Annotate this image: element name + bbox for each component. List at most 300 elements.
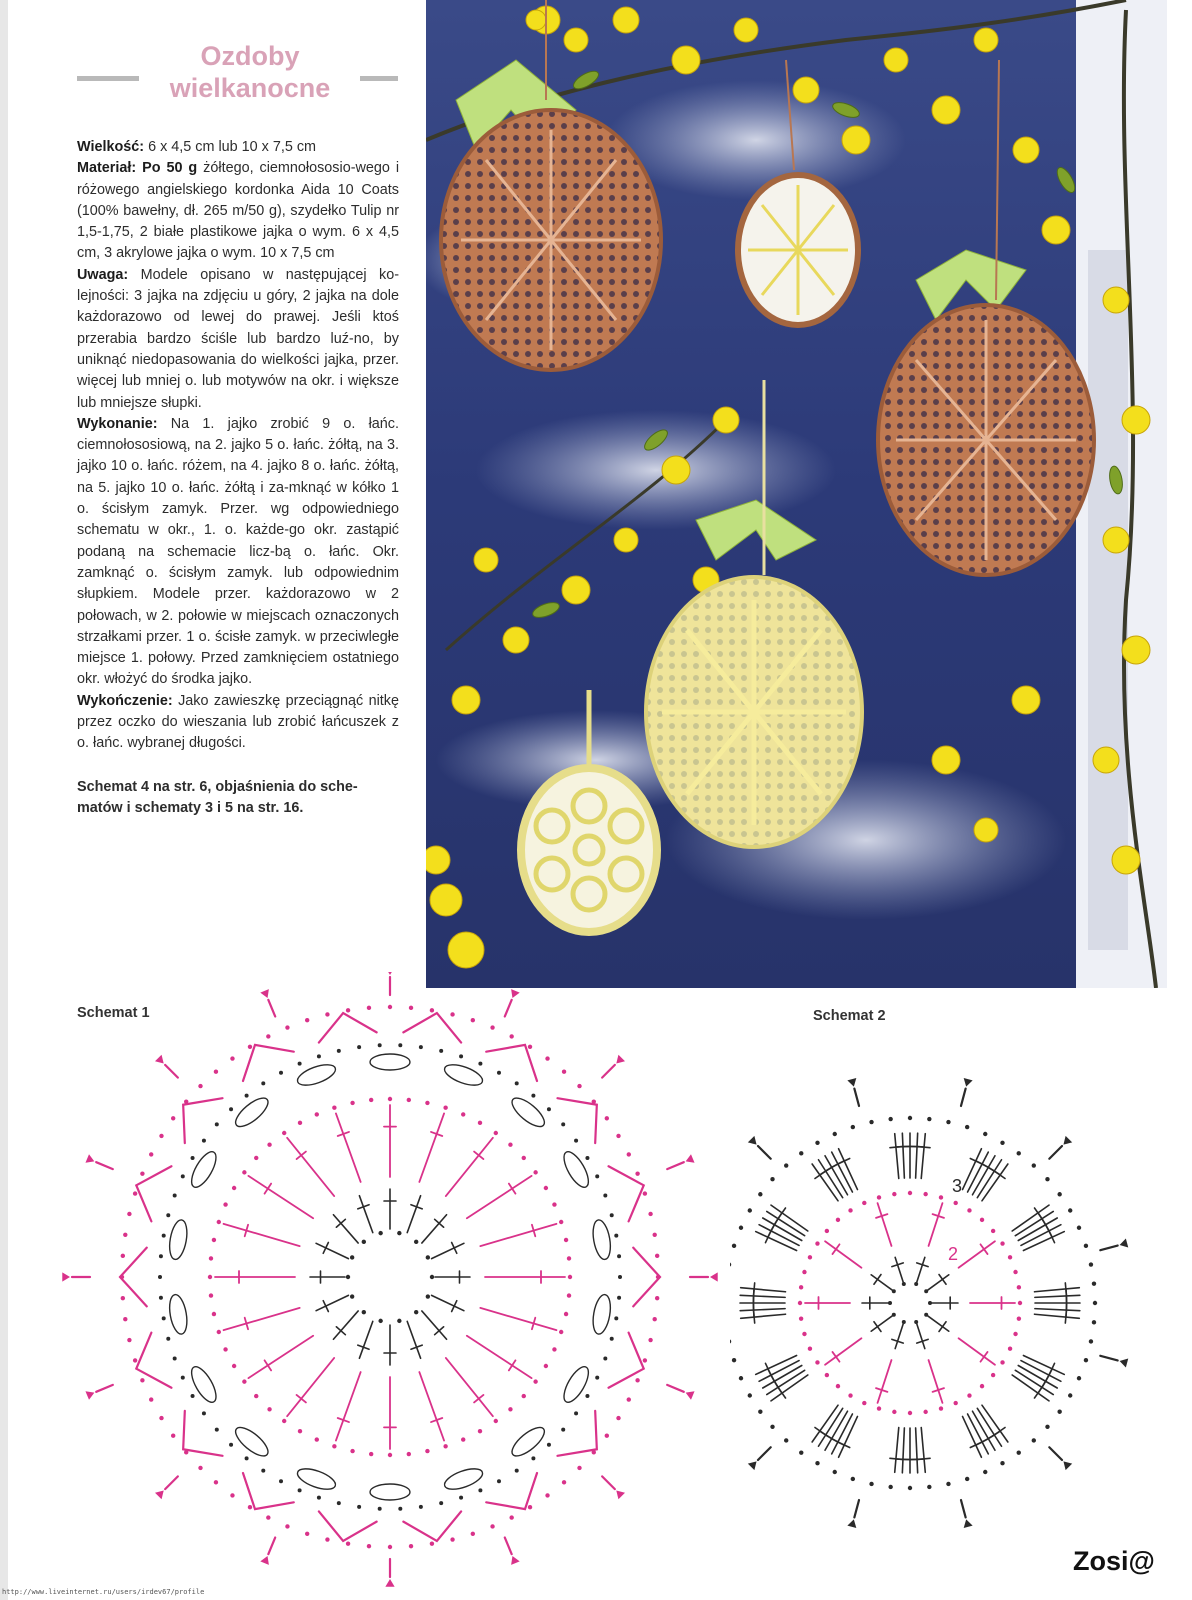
s2-outer-chain — [1057, 1192, 1061, 1196]
s2-arrow-head — [964, 1078, 973, 1087]
s2-round3-stitch-bar — [890, 1458, 902, 1459]
s2-outer-chain — [730, 1339, 731, 1343]
s1-outer-chain — [171, 1116, 175, 1120]
s1-round2-stitch-bar — [509, 1360, 516, 1370]
s2-round2-chain — [1018, 1301, 1022, 1305]
s2-round2-chain — [799, 1285, 803, 1289]
s1-round3-chain — [561, 1428, 565, 1432]
s2-arrow-head — [1063, 1461, 1072, 1470]
s2-round1-stitch-bar — [874, 1275, 881, 1285]
s1-outer-chain — [285, 1025, 289, 1029]
s2-outer-chain — [851, 1477, 855, 1481]
s2-outer-chain — [1032, 1163, 1036, 1167]
s1-round2-stitch — [287, 1138, 334, 1196]
s1-round2-chain — [254, 1394, 258, 1398]
s1-round2-stitch — [248, 1176, 313, 1218]
s1-round2-chain — [559, 1220, 563, 1224]
s1-outer-chain — [592, 1099, 596, 1103]
s2-round2-chain — [862, 1401, 866, 1405]
s1-round2-chain — [568, 1275, 572, 1279]
s1-round2-chain — [217, 1330, 221, 1334]
s1-round3-chain — [181, 1376, 185, 1380]
s2-outer-chain — [799, 1151, 803, 1155]
s2-round2-chain — [991, 1373, 995, 1377]
s1-arrow-head — [85, 1391, 94, 1400]
s2-round2-chain — [1008, 1346, 1012, 1350]
s1-round1-stitch — [359, 1196, 372, 1233]
s1-outer-chain — [643, 1358, 647, 1362]
schema-reference: Schemat 4 na str. 6, objaśnienia do sche-matów i schematy 3 i 5 na str. 16. — [77, 778, 358, 816]
s1-arrow — [505, 1000, 512, 1017]
s1-center-chain — [378, 1231, 382, 1235]
s1-round3-chain — [585, 1394, 589, 1398]
s2-outer-chain — [1068, 1208, 1072, 1212]
s1-round2-chain — [567, 1256, 571, 1260]
s1-round3-chain — [261, 1469, 265, 1473]
s2-outer-chain — [770, 1177, 774, 1181]
s1-outer-chain — [184, 1099, 188, 1103]
s1-round1-stitch — [407, 1321, 420, 1358]
s2-round2-chain — [802, 1332, 806, 1336]
s1-round3-chain — [478, 1488, 482, 1492]
s2-arrow-head — [1120, 1239, 1129, 1248]
s1-cluster — [231, 1093, 272, 1131]
s2-arrow-head — [1120, 1358, 1129, 1367]
s1-outer-chain — [214, 1069, 218, 1073]
s1-arrow-head — [710, 1272, 718, 1281]
s1-round2-chain — [564, 1312, 568, 1316]
s1-center-chain — [350, 1255, 354, 1259]
execution-text: Na 1. jajko zrobić 9 o. łańc. ciemnołososiową, na 2. jajko 5 o. łańc. żółtą, na 3. jajko 10 o. łańc. różem, na 4. jajko 8 o. łańc. żółtą, na 5. jajko 10 o. łańc. żółtą i za-mknąć w kółko 1 o. ścisłym zamyk. Przer. wg odpowiedniego schematu w okr., 1. o. każde-go okr. zastąpić podaną na schemacie licz-bą o. łańc. Okr. zamknąć o. ścisłym zamyk. lub odpowiednim słupkiem. Modele przer. każdorazowo w 2 połowach, w 2. połowie w miejscach oznaczonych strzałkami przer. 1 o. ścisłe zamyk. w przeciwległe miejsce 1. połowy. Przed zamknięciem ostatniego okr. włożyć do środka jajko. — [77, 415, 399, 688]
s1-outer-chain — [471, 1532, 475, 1536]
s1-round1-stitch — [432, 1243, 464, 1258]
s1-outer-chain — [605, 1434, 609, 1438]
s1-round3-chain — [162, 1316, 166, 1320]
s1-round3-chain — [547, 1443, 551, 1447]
s1-round2-stitch — [336, 1372, 361, 1440]
s1-outer-chain — [616, 1416, 620, 1420]
s1-center-chain — [430, 1275, 434, 1279]
s1-round2-stitch-bar — [265, 1184, 272, 1194]
s2-outer-chain — [965, 1477, 969, 1481]
s1-round3-chain — [158, 1275, 162, 1279]
s1-round2-chain — [254, 1156, 258, 1160]
s2-round3-stitch-bar — [1065, 1311, 1066, 1323]
s1-round2-chain — [567, 1293, 571, 1297]
s1-outer-chain — [248, 1045, 252, 1049]
s2-round2-chain — [1017, 1316, 1021, 1320]
s1-outer-chain — [653, 1233, 657, 1237]
s2-round2-stitch — [929, 1360, 943, 1403]
s1-round3-chain — [378, 1507, 382, 1511]
s1-outer-chain — [184, 1450, 188, 1454]
s1-center-chain — [426, 1255, 430, 1259]
s1-arrow — [268, 1000, 275, 1017]
s2-outer-chain — [946, 1120, 950, 1124]
s2-arrow-head — [1063, 1136, 1072, 1145]
s1-round2-chain — [267, 1143, 271, 1147]
s1-arrow — [602, 1476, 615, 1489]
s1-outer-chain — [471, 1018, 475, 1022]
s1-outer-picot — [403, 1511, 461, 1540]
s2-round3-stitch-bar — [1034, 1388, 1041, 1398]
s1-outer-chain — [562, 1069, 566, 1073]
page-title — [130, 40, 370, 104]
s2-round3-stitch — [902, 1428, 904, 1473]
s1-outer-chain — [528, 1505, 532, 1509]
s2-round2-chain — [967, 1208, 971, 1212]
s2-round2-chain — [1017, 1285, 1021, 1289]
s2-outer-chain — [851, 1125, 855, 1129]
s1-round3-chain — [166, 1213, 170, 1217]
s2-outer-chain — [1084, 1244, 1088, 1248]
schemat2-label: Schemat 2 — [813, 1008, 886, 1024]
s2-outer-chain — [1000, 1461, 1004, 1465]
s1-cluster — [370, 1054, 410, 1070]
s1-round2-chain — [478, 1121, 482, 1125]
s1-arrow — [96, 1385, 113, 1392]
s1-round2-stitch — [419, 1372, 444, 1440]
s2-round2-chain — [923, 1192, 927, 1196]
s1-round2-stitch — [446, 1138, 493, 1196]
s1-outer-chain — [653, 1317, 657, 1321]
s2-outer-chain — [784, 1163, 788, 1167]
s1-round2-chain — [267, 1407, 271, 1411]
s1-round3-chain — [202, 1411, 206, 1415]
instructions-text — [77, 137, 399, 819]
s1-outer-chain — [127, 1212, 131, 1216]
s2-outer-chain — [1089, 1339, 1093, 1343]
s2-round2-chain — [923, 1410, 927, 1414]
s1-arrow-head — [85, 1154, 94, 1163]
s2-round2-chain — [1000, 1241, 1004, 1245]
s1-outer-chain — [430, 1008, 434, 1012]
s1-outer-chain — [248, 1505, 252, 1509]
s1-round3-chain — [614, 1234, 618, 1238]
s1-outer-chain — [367, 1006, 371, 1010]
s2-round2-chain — [953, 1201, 957, 1205]
s2-round3-stitch-bar — [918, 1147, 930, 1148]
s1-arrow-head — [155, 1491, 164, 1500]
s1-outer-chain — [450, 1537, 454, 1541]
s2-outer-chain — [1077, 1376, 1081, 1380]
s2-outer-chain — [983, 1132, 987, 1136]
s1-outer-chain — [528, 1045, 532, 1049]
s1-round2-chain — [350, 1449, 354, 1453]
s1-round3-chain — [173, 1193, 177, 1197]
s1-outer-chain — [430, 1541, 434, 1545]
schemat1-diagram — [40, 972, 740, 1592]
s1-center-chain — [426, 1294, 430, 1298]
s1-round1-stitch — [316, 1243, 348, 1258]
s1-round2-chain — [208, 1275, 212, 1279]
s1-round1-stitch — [407, 1196, 420, 1233]
s1-round2-stitch — [480, 1308, 556, 1330]
s2-outer-chain — [983, 1470, 987, 1474]
s1-round3-chain — [497, 1071, 501, 1075]
s1-outer-chain — [592, 1450, 596, 1454]
s1-round3-chain — [531, 1456, 535, 1460]
s2-outer-chain — [833, 1470, 837, 1474]
s2-arrow-head — [847, 1078, 856, 1087]
s2-round1-stitch-bar — [939, 1275, 946, 1285]
s2-round2-chain — [939, 1195, 943, 1199]
s2-round1-stitch-bar — [939, 1322, 946, 1332]
s1-round2-stitch — [480, 1224, 556, 1246]
s1-outer-chain — [490, 1524, 494, 1528]
s1-round2-chain — [478, 1429, 482, 1433]
s1-round3-chain — [159, 1296, 163, 1300]
s1-center-chain — [397, 1319, 401, 1323]
s1-cluster — [442, 1465, 485, 1494]
s1-round3-chain — [229, 1443, 233, 1447]
s1-arrow — [165, 1476, 178, 1489]
s2-round2-chain — [991, 1229, 995, 1233]
s1-round2-stitch — [336, 1113, 361, 1181]
s2-outer-chain — [888, 1485, 892, 1489]
execution-label: Wykonanie: — [77, 415, 158, 432]
s2-round2-stitch — [878, 1203, 892, 1246]
s1-center-chain — [346, 1275, 350, 1279]
s1-round2-stitch — [467, 1336, 532, 1378]
s1-outer-chain — [127, 1338, 131, 1342]
s2-outer-chain — [758, 1192, 762, 1196]
s1-cluster — [442, 1061, 485, 1090]
s2-arrow — [854, 1500, 859, 1517]
s1-outer-chain — [266, 1034, 270, 1038]
s1-outer-chain — [605, 1116, 609, 1120]
s1-round3-chain — [618, 1275, 622, 1279]
s2-round2-chain — [1013, 1332, 1017, 1336]
s1-round2-chain — [217, 1220, 221, 1224]
s2-outer-chain — [1032, 1438, 1036, 1442]
s1-outer-chain — [149, 1397, 153, 1401]
s2-arrow-head — [847, 1519, 856, 1528]
s1-round3-chain — [245, 1456, 249, 1460]
s1-round3-chain — [515, 1081, 519, 1085]
s1-round3-chain — [614, 1316, 618, 1320]
s1-outer-chain — [409, 1006, 413, 1010]
s1-outer-chain — [149, 1152, 153, 1156]
schemat2-round-2: 2 — [948, 1244, 959, 1264]
s1-cluster — [187, 1148, 221, 1191]
s1-outer-chain — [305, 1018, 309, 1022]
s1-outer-chain — [643, 1191, 647, 1195]
s2-round2-chain — [848, 1393, 852, 1397]
s1-center-chain — [378, 1319, 382, 1323]
s2-round2-chain — [953, 1401, 957, 1405]
s1-round2-chain — [223, 1347, 227, 1351]
s1-outer-picot — [486, 1045, 537, 1081]
s1-outer-picot — [319, 1013, 377, 1042]
s2-outer-chain — [869, 1482, 873, 1486]
s2-arrow — [758, 1146, 771, 1159]
s1-round2-chain — [533, 1170, 537, 1174]
s1-outer-chain — [346, 1008, 350, 1012]
s1-center-chain — [362, 1240, 366, 1244]
s2-outer-chain — [748, 1393, 752, 1397]
s1-round2-chain — [494, 1131, 498, 1135]
s1-round2-stitch — [248, 1336, 313, 1378]
s2-round3-stitch — [1035, 1309, 1080, 1311]
s2-round2-chain — [967, 1393, 971, 1397]
s2-outer-chain — [1045, 1425, 1049, 1429]
s1-round3-chain — [215, 1122, 219, 1126]
binding-edge — [0, 0, 8, 1600]
s2-round3-stitch — [1035, 1295, 1080, 1297]
s1-arrow-head — [260, 1556, 269, 1565]
s1-outer-chain — [490, 1025, 494, 1029]
s1-center-chain — [414, 1240, 418, 1244]
s1-outer-chain — [266, 1515, 270, 1519]
schemat1-label: Schemat 1 — [77, 1005, 150, 1021]
s2-arrow — [1100, 1356, 1117, 1361]
material-paragraph — [77, 158, 399, 264]
material-text: żółtego, ciemnołososio-wego i różowego angielskiego kordonka Aida 10 Coats (100% bawełny, dł. 265 m/50 g), szydełko Tulip nr 1,5-1,75, 2 białe plastikowe jajka o wym. 6 x 4,5 cm, 3 akrylowe jajka o wym. 10 x 7,5 cm — [77, 160, 400, 262]
s1-outer-chain — [648, 1338, 652, 1342]
s2-round3-stitch — [740, 1295, 785, 1297]
source-url: http://www.liveinternet.ru/users/irdev67/profile — [2, 1588, 205, 1596]
s2-round3-stitch — [1034, 1288, 1079, 1292]
s1-round2-chain — [212, 1312, 216, 1316]
s1-outer-chain — [655, 1254, 659, 1258]
s2-round2-stitch — [929, 1203, 943, 1246]
s1-round1-stitch — [359, 1321, 372, 1358]
s2-round3-stitch-bar — [995, 1172, 1005, 1179]
s1-outer-chain — [367, 1544, 371, 1548]
s1-round2-chain — [298, 1429, 302, 1433]
s2-round2-chain — [1008, 1255, 1012, 1259]
s1-cluster — [508, 1423, 549, 1461]
s1-round2-stitch — [224, 1224, 300, 1246]
s1-outer-chain — [562, 1480, 566, 1484]
s1-round3-chain — [229, 1107, 233, 1111]
s1-arrow-head — [385, 972, 394, 975]
s1-center-chain — [362, 1310, 366, 1314]
s2-round2-chain — [815, 1241, 819, 1245]
s2-round2-stitch-bar — [980, 1244, 987, 1254]
s2-outer-chain — [1017, 1450, 1021, 1454]
s2-round2-stitch — [959, 1338, 995, 1364]
s1-round2-chain — [494, 1419, 498, 1423]
s1-round3-chain — [279, 1479, 283, 1483]
s1-round2-chain — [407, 1452, 411, 1456]
s1-round2-chain — [315, 1112, 319, 1116]
s2-round3-stitch — [902, 1133, 904, 1178]
s1-round3-chain — [337, 1501, 341, 1505]
s1-cluster — [559, 1363, 593, 1406]
s1-outer-chain — [346, 1541, 350, 1545]
s1-round3-chain — [245, 1094, 249, 1098]
size-label: Wielkość: — [77, 139, 145, 155]
s1-round2-chain — [298, 1121, 302, 1125]
s1-round2-chain — [552, 1202, 556, 1206]
s2-round3-stitch-bar — [815, 1427, 825, 1434]
s2-round3-stitch — [916, 1133, 918, 1178]
s1-outer-chain — [655, 1296, 659, 1300]
s1-round2-chain — [332, 1106, 336, 1110]
s1-outer-chain — [159, 1416, 163, 1420]
s1-round2-chain — [544, 1364, 548, 1368]
s1-round3-chain — [603, 1357, 607, 1361]
s2-round2-stitch-bar — [980, 1352, 987, 1362]
s2-outer-chain — [1045, 1177, 1049, 1181]
s1-arrow — [667, 1385, 684, 1392]
note-paragraph — [77, 265, 399, 414]
s2-outer-chain — [927, 1117, 931, 1121]
s1-round2-chain — [332, 1444, 336, 1448]
s1-outer-chain — [545, 1056, 549, 1060]
s1-round2-chain — [282, 1419, 286, 1423]
s1-round2-chain — [508, 1143, 512, 1147]
s2-outer-chain — [748, 1208, 752, 1212]
s2-round2-chain — [877, 1406, 881, 1410]
s1-outer-chain — [171, 1434, 175, 1438]
note-label: Uwaga: — [77, 266, 129, 283]
s1-outer-chain — [230, 1493, 234, 1497]
s1-outer-chain — [509, 1034, 513, 1038]
s1-cluster — [559, 1148, 593, 1191]
s2-round2-chain — [892, 1192, 896, 1196]
s2-round2-chain — [908, 1191, 912, 1195]
s1-arrow — [96, 1162, 113, 1169]
s2-round2-chain — [892, 1410, 896, 1414]
s1-arrow-head — [385, 1579, 394, 1587]
s1-round3-chain — [617, 1296, 621, 1300]
title-line-2: wielkanocne — [169, 73, 331, 103]
s1-round3-chain — [202, 1139, 206, 1143]
s1-outer-chain — [450, 1012, 454, 1016]
execution-paragraph — [77, 414, 399, 691]
easter-eggs-photo — [426, 0, 1167, 988]
s1-outer-chain — [627, 1152, 631, 1156]
s1-round3-chain — [439, 1049, 443, 1053]
s1-outer-chain — [123, 1233, 127, 1237]
s1-outer-chain — [133, 1191, 137, 1195]
s1-outer-picot — [243, 1045, 294, 1081]
s1-outer-chain — [214, 1480, 218, 1484]
s2-round2-chain — [836, 1384, 840, 1388]
s1-round2-chain — [209, 1293, 213, 1297]
s1-round2-chain — [425, 1449, 429, 1453]
s1-round3-chain — [173, 1357, 177, 1361]
s1-round2-chain — [242, 1379, 246, 1383]
s1-round2-stitch — [446, 1358, 493, 1416]
s2-arrow — [1049, 1146, 1062, 1159]
s1-outer-chain — [656, 1275, 660, 1279]
s1-outer-chain — [121, 1254, 125, 1258]
s1-round1-stitch — [316, 1295, 348, 1310]
s2-arrow-head — [748, 1461, 757, 1470]
s1-cluster — [167, 1293, 190, 1335]
s2-outer-chain — [739, 1376, 743, 1380]
s1-arrow-head — [686, 1391, 695, 1400]
s1-outer-picot — [486, 1473, 537, 1509]
s1-round3-chain — [478, 1062, 482, 1066]
s1-outer-chain — [198, 1084, 202, 1088]
s1-outer-chain — [388, 1005, 392, 1009]
s2-outer-chain — [908, 1486, 912, 1490]
s2-arrow — [1049, 1447, 1062, 1460]
s1-round3-chain — [298, 1062, 302, 1066]
s2-outer-chain — [1093, 1301, 1097, 1305]
s2-outer-chain — [1084, 1358, 1088, 1362]
finish-text: Jako zawieszkę przeciągnąć nitkę przez oczko do wieszania lub zrobić łańcuszek z o. łańc. wybranej długości. — [77, 692, 399, 752]
s1-round2-chain — [461, 1437, 465, 1441]
s1-outer-chain — [577, 1084, 581, 1088]
s1-arrow-head — [155, 1055, 164, 1064]
s1-round3-chain — [191, 1394, 195, 1398]
